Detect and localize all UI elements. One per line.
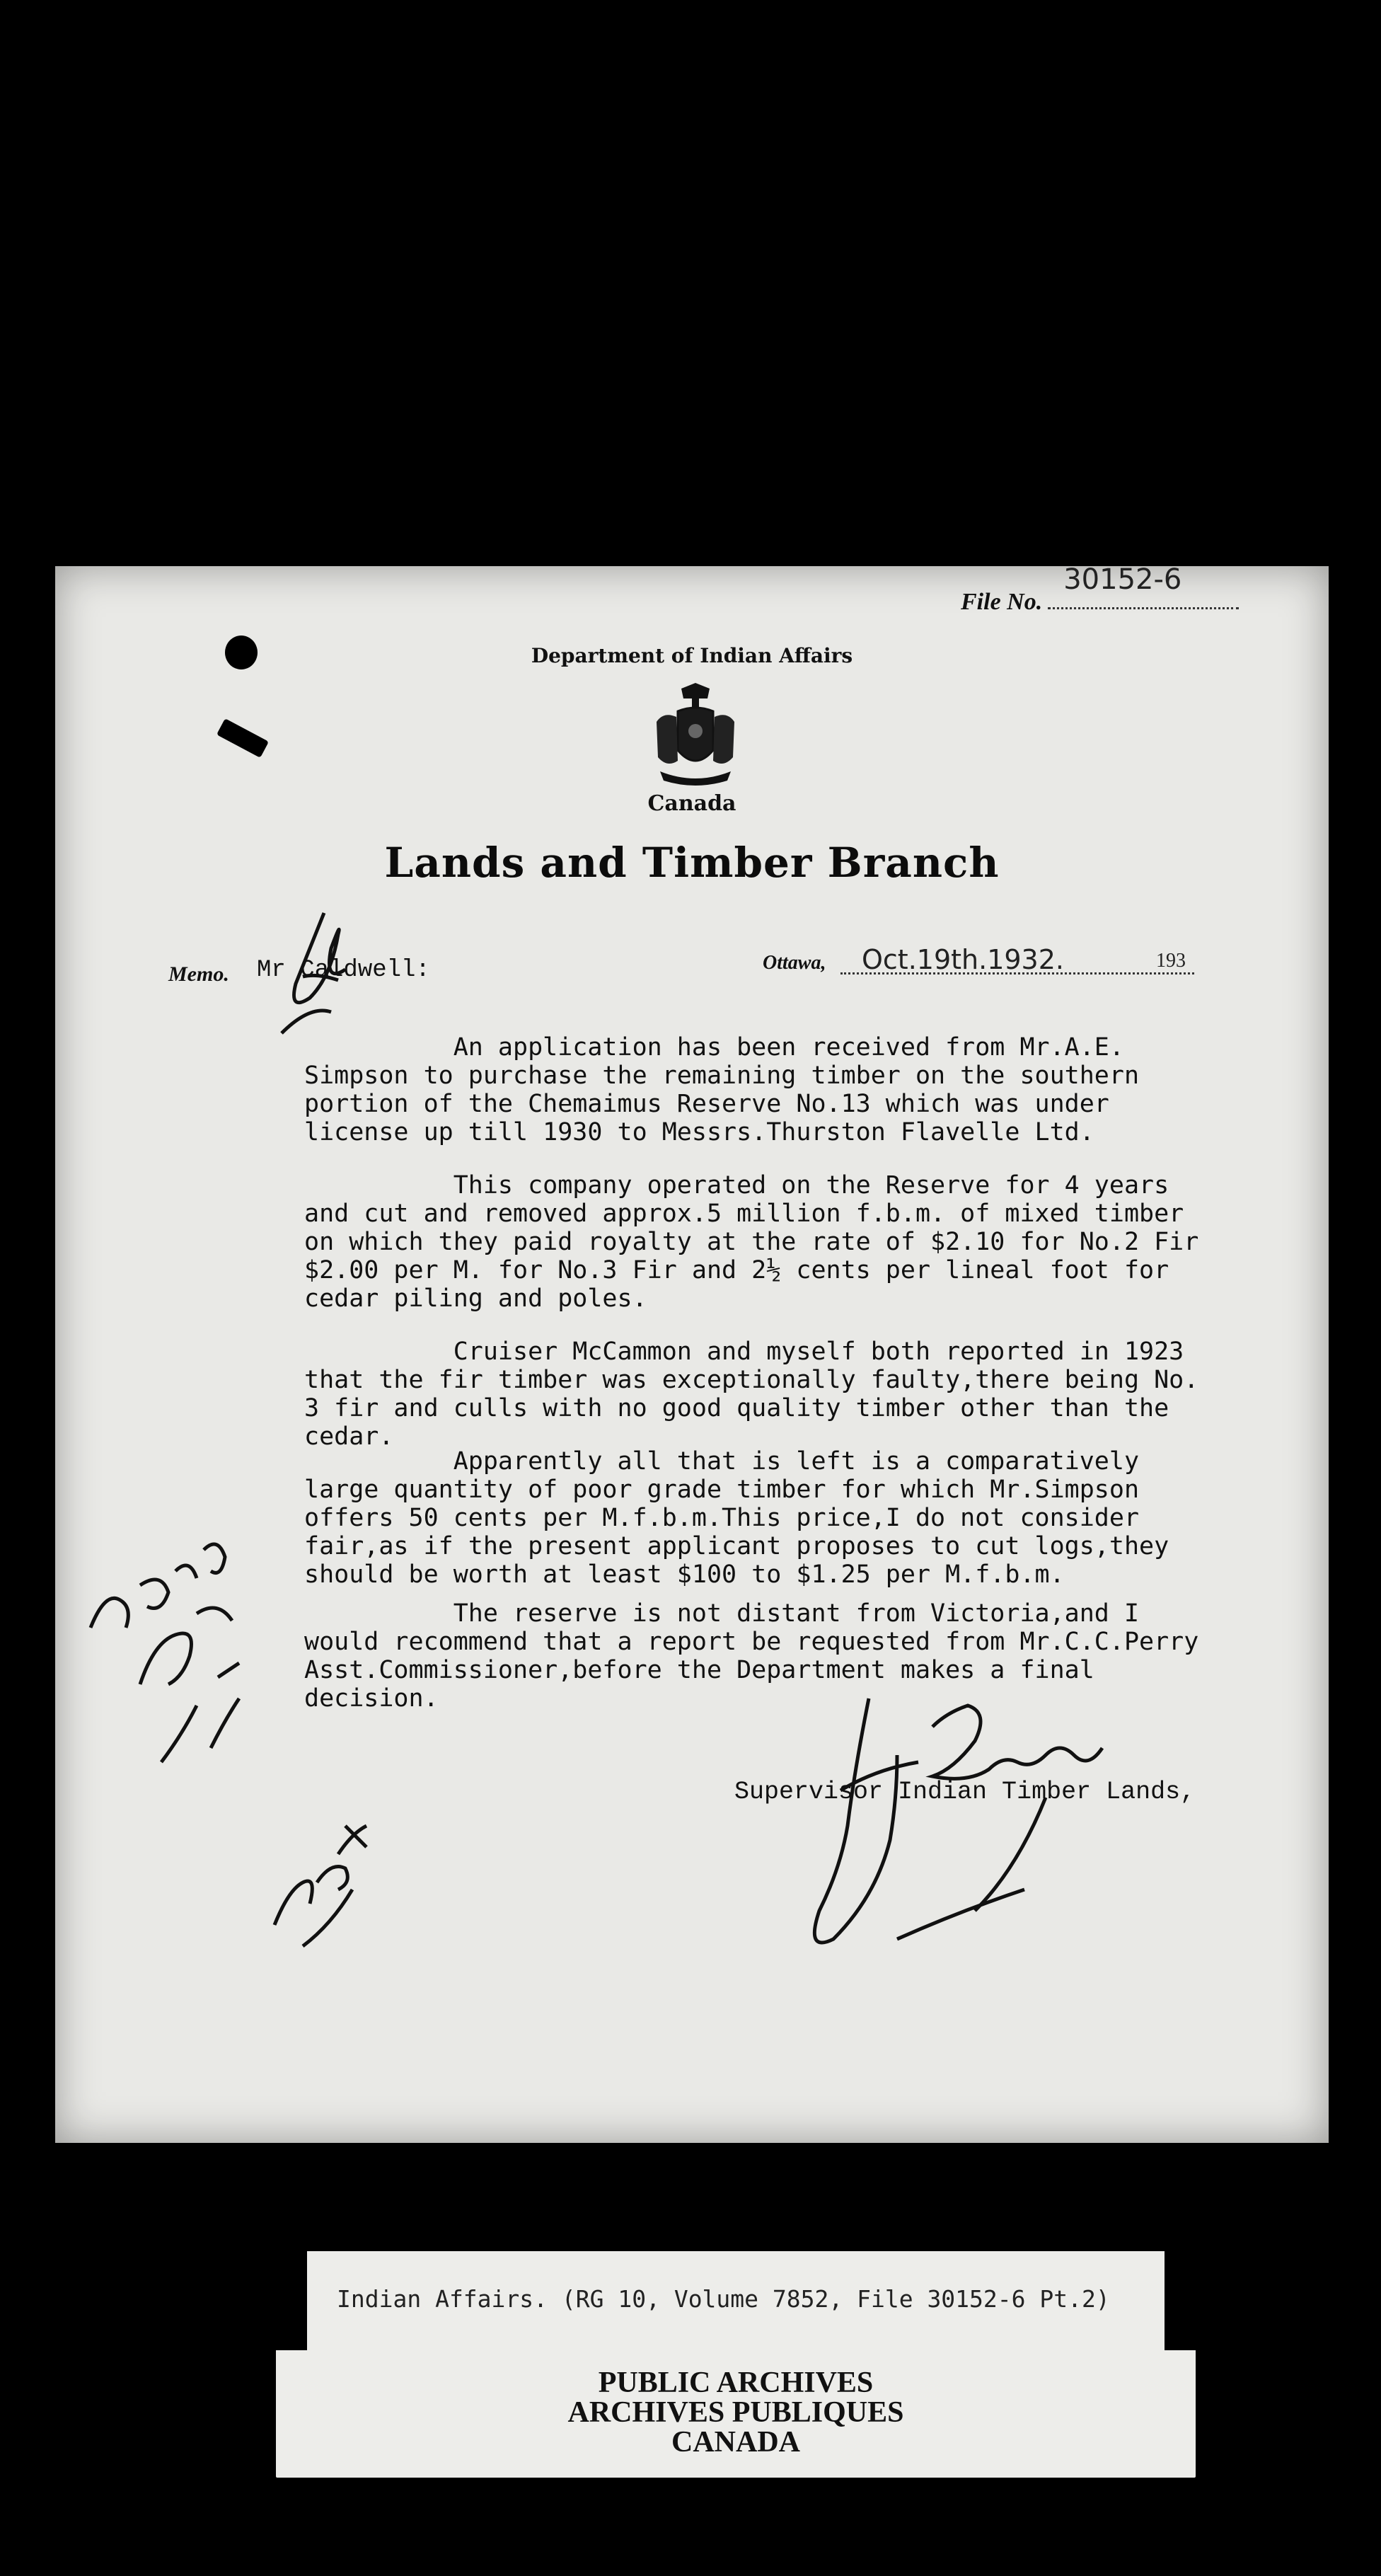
file-number-value: 30152-6: [1063, 563, 1182, 596]
tag-notch-right: [1165, 2251, 1196, 2350]
tag-notch-left: [276, 2251, 307, 2350]
branch-title: Lands and Timber Branch: [384, 839, 1000, 887]
memo-recipient: Mr Caldwell:: [257, 957, 430, 984]
ottawa-label: Ottawa,: [763, 952, 826, 974]
paragraph-4: Apparently all that is left is a comparatively large quantity of poor grade timber for which Mr.Simpson offers 50 cents per M.f.b.m.This price,I do not consider fair,as if the present applicant proposes to cut logs,they should be worth at least $100 to $1.25 per M.f.b.m.: [304, 1447, 1169, 1589]
punch-hole-mark: [216, 718, 269, 758]
file-number-label: File No.: [961, 589, 1043, 615]
coat-of-arms-icon: [649, 683, 741, 789]
archive-citation: Indian Affairs. (RG 10, Volume 7852, File 30152-6 Pt.2): [337, 2285, 1110, 2313]
document-page: [55, 563, 1329, 2143]
signature-title: Supervisor Indian Timber Lands,: [734, 1778, 1196, 1806]
file-number: [961, 563, 1239, 616]
department-name: Department of Indian Affairs: [531, 644, 853, 667]
crest-caption: Canada: [647, 791, 736, 816]
archive-line-2: ARCHIVES PUBLIQUES: [567, 2396, 904, 2429]
paragraph-5: The reserve is not distant from Victoria,and I would recommend that a report be requested from Mr.C.C.Perry Asst.Commissioner,before the Department makes a final decision.: [304, 1599, 1199, 1713]
date-year-suffix: 193: [1156, 950, 1186, 972]
handwritten-initials-icon: [267, 906, 374, 1047]
memo-date: Oct.19th.1932.: [862, 944, 1064, 975]
memo-label: Memo.: [168, 962, 229, 986]
margin-notation-icon: [260, 1783, 388, 1953]
archive-line-1: PUBLIC ARCHIVES: [598, 2367, 874, 2399]
paragraph-3: Cruiser McCammon and myself both reported in 1923 that the fir timber was exceptionally faulty,there being No. 3 fir and culls with no good quality timber other than the cedar.: [304, 1338, 1199, 1451]
archive-tag: [276, 2251, 1196, 2478]
handwritten-signature-icon: [791, 1684, 1159, 1982]
paragraph-2: This company operated on the Reserve for 4 years and cut and removed approx.5 million f.b.m. of mixed timber on which they paid royalty at the rate of $2.10 for No.2 Fir $2.00 per M. for No.3 Fir and 2½ cents per lineal foot for cedar piling and poles.: [304, 1171, 1199, 1313]
archive-line-3: CANADA: [671, 2426, 800, 2459]
margin-note-icon: [76, 1451, 275, 1776]
paragraph-1: An application has been received from Mr.A.E. Simpson to purchase the remaining timber on the southern portion of the Chemaimus Reserve No.13 which was under license up till 1930 to Messrs.Thurston Flavelle Ltd.: [304, 1033, 1140, 1146]
date-field: [840, 944, 1194, 975]
